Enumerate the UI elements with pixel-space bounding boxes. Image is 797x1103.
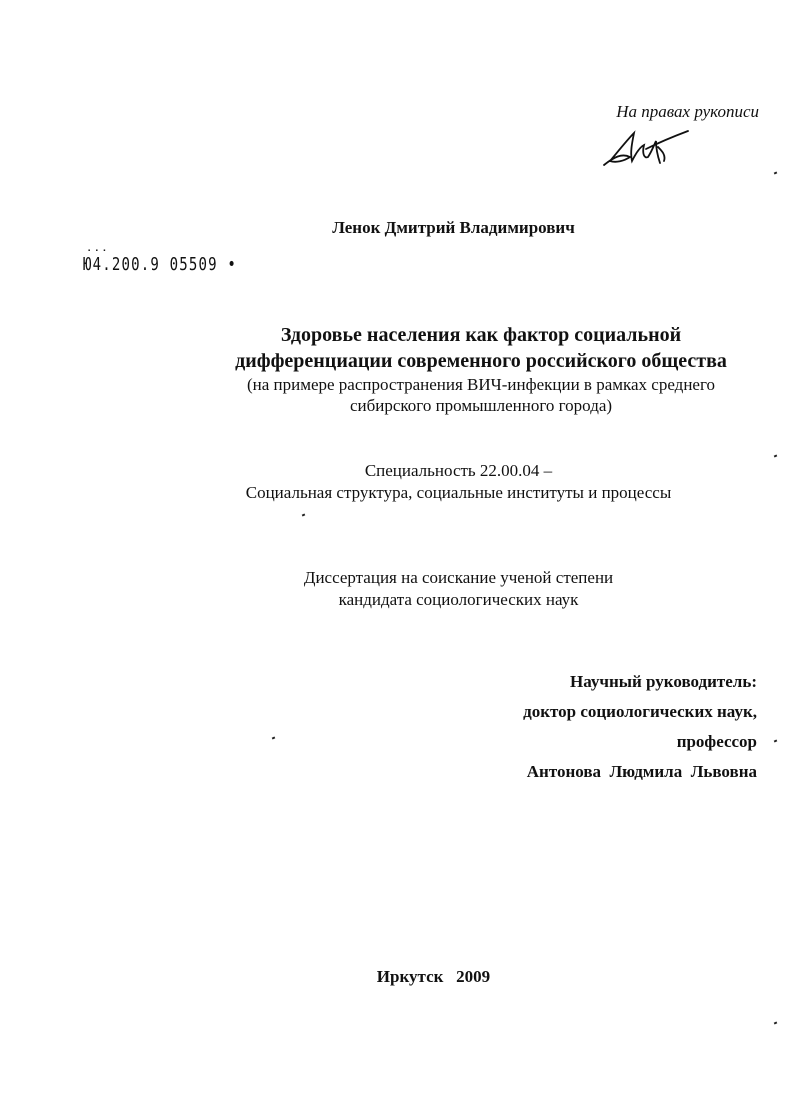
catalog-marks: ▪ ▪ ▪ [88,248,108,254]
subtitle-line-2: сибирского промышленного города) [349,396,613,415]
author-name: Ленок Дмитрий Владимирович [332,218,575,237]
subtitle-line-1: (на примере распространения ВИЧ-инфекции в рамках среднего [246,375,716,394]
supervisor-heading: Научный руководитель: [570,672,757,691]
supervisor [523,667,757,787]
degree-statement [0,567,797,611]
scan-speck [302,513,306,516]
scan-speck [272,736,276,739]
scan-speck [774,739,778,742]
specialty [0,460,797,504]
catalog-number-text: Ю4.200.9 05509 [83,254,218,275]
specialty-name: Социальная структура, социальные институты и процессы [245,483,672,502]
degree-line-2: кандидата социологических наук [338,590,579,609]
title-line-1: Здоровье населения как фактор социальной [280,324,682,346]
city-year: Иркутск 2009 [376,967,491,986]
signature-icon [600,127,690,171]
scan-speck [774,454,778,457]
supervisor-name: Антонова Людмила Львовна [526,762,757,781]
specialty-code: Специальность 22.00.04 – [364,461,553,480]
scan-speck [774,171,778,174]
manuscript-rights-stamp: На правах рукописи [616,102,759,121]
catalog-number [83,254,237,275]
scan-speck [774,1021,778,1024]
supervisor-rank: профессор [676,732,757,751]
supervisor-degree: доктор социологических наук, [523,702,757,721]
degree-line-1: Диссертация на соискание ученой степени [303,568,614,587]
catalog-marker: • [227,254,237,275]
dissertation-title [0,322,797,416]
title-line-2: дифференциации современного российского общества [235,350,727,372]
